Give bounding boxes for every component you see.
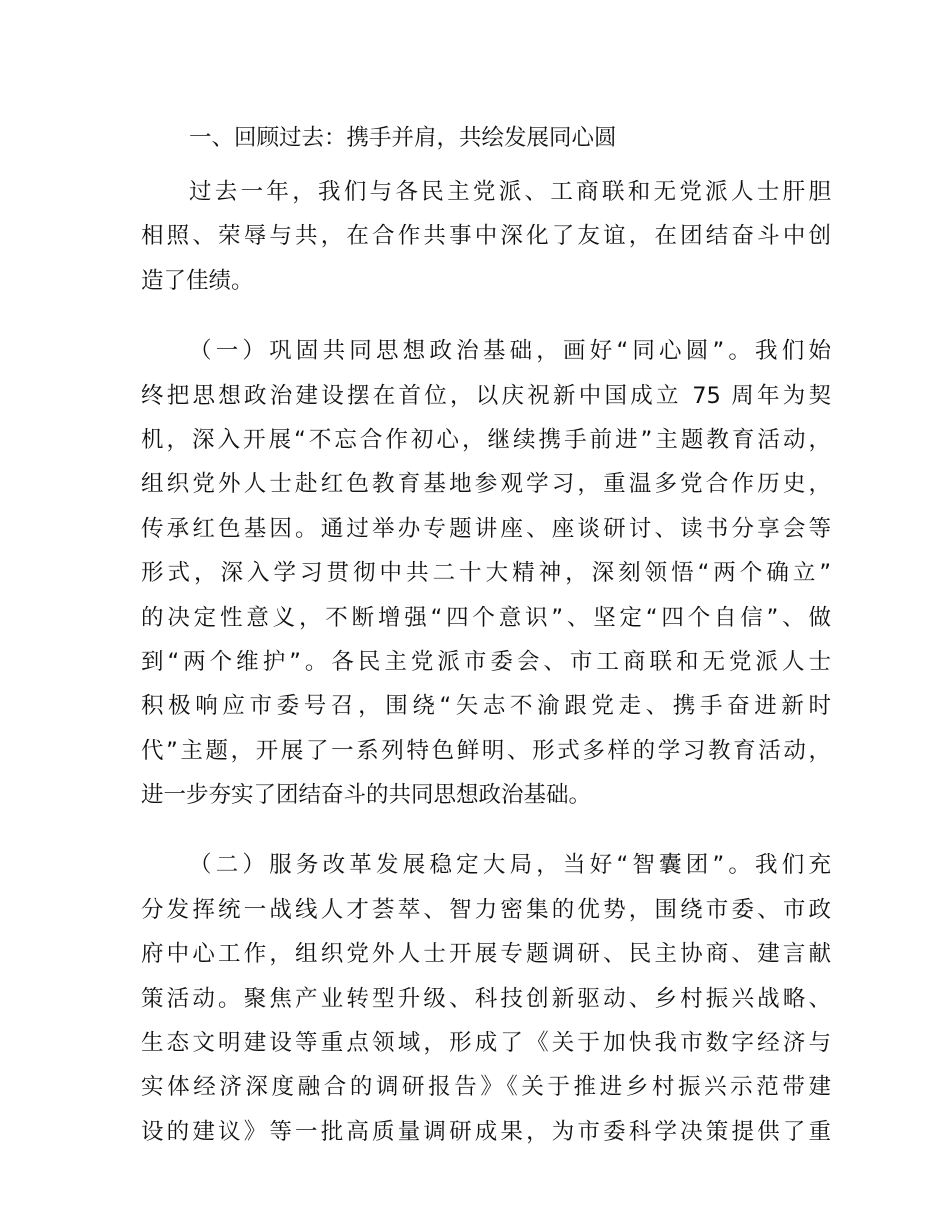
text-line: 生态文明建设等重点领域，形成了《关于加快我市数字经济与 — [141, 1030, 831, 1057]
text-line: （二）服务改革发展稳定大局，当好“智囊团”。我们充 — [189, 852, 831, 879]
text-line: 机，深入开展“不忘合作初心，继续携手前进”主题教育活动， — [141, 426, 831, 453]
document-body — [141, 118, 831, 1154]
text-line: 形式，深入学习贯彻中共二十大精神，深刻领悟“两个确立” — [141, 560, 831, 587]
text-line: 府中心工作，组织党外人士开展专题调研、民主协商、建言献 — [141, 941, 831, 968]
paragraph-ideological-foundation — [141, 329, 831, 817]
text-line: 造了佳绩。 — [141, 267, 254, 294]
text-line: 代”主题，开展了一系列特色鲜明、形式多样的学习教育活动， — [141, 737, 831, 764]
text-line: 策活动。聚焦产业转型升级、科技创新驱动、乡村振兴战略、 — [141, 985, 831, 1012]
text-line: 传承红色基因。通过举办专题讲座、座谈研讨、读书分享会等 — [141, 515, 831, 542]
text-line: 组织党外人士赴红色教育基地参观学习，重温多党合作历史， — [141, 471, 831, 498]
text-line: 过去一年，我们与各民主党派、工商联和无党派人士肝胆 — [189, 179, 831, 205]
text-line: 终把思想政治建设摆在首位，以庆祝新中国成立 75 周年为契 — [141, 382, 831, 409]
paragraph-review-intro — [141, 170, 831, 303]
text-line: （一）巩固共同思想政治基础，画好“同心圆”。我们始 — [189, 338, 831, 365]
text-line: 分发挥统一战线人才荟萃、智力密集的优势，围绕市委、市政 — [141, 896, 831, 923]
section-heading: 一、回顾过去：携手并肩，共绘发展同心圆 — [189, 125, 617, 151]
text-line: 积极响应市委号召，围绕“矢志不渝跟党走、携手奋进新时 — [141, 693, 831, 720]
text-line: 到“两个维护”。各民主党派市委会、市工商联和无党派人士 — [141, 648, 831, 675]
text-line: 的决定性意义，不断增强“四个意识”、坚定“四个自信”、做 — [141, 604, 831, 631]
text-line: 进一步夯实了团结奋斗的共同思想政治基础。 — [141, 782, 592, 809]
text-line: 实体经济深度融合的调研报告》《关于推进乡村振兴示范带建 — [141, 1074, 831, 1101]
text-line: 相照、荣辱与共，在合作共事中深化了友谊，在团结奋斗中创 — [141, 223, 831, 250]
paragraph-think-tank — [141, 843, 831, 1154]
text-line: 设的建议》等一批高质量调研成果，为市委科学决策提供了重 — [141, 1118, 831, 1145]
